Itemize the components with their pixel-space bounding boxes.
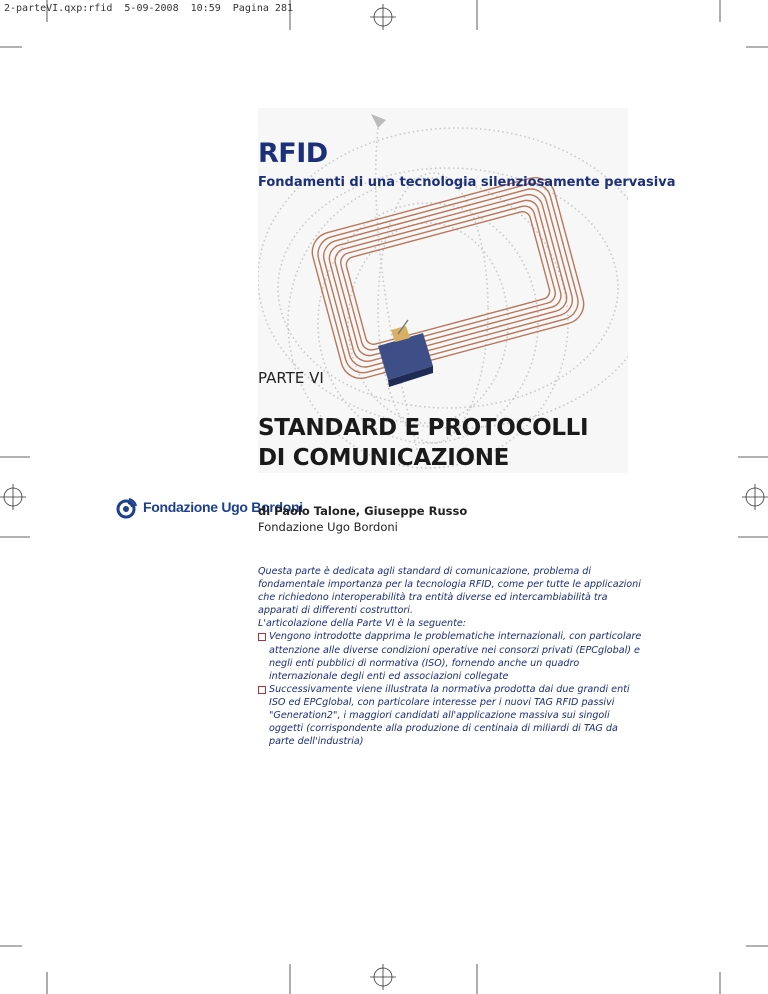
print-slug: 2-parteVI.qxp:rfid 5-09-2008 10:59 Pagina 281 bbox=[4, 3, 293, 14]
list-item-text: Vengono introdotte dapprima le problematiche internazionali, con particolare attenzione alle diverse condizioni operative nei consorzi privati (EPCglobal) e negli enti pubblici di normativa (ISO), fornendo anche un quadro internazionale degli enti ed associazioni collegate bbox=[269, 631, 642, 682]
list-item bbox=[258, 630, 643, 682]
checkbox-bullet-icon bbox=[258, 686, 266, 694]
heading-line-2: DI COMUNICAZIONE bbox=[258, 445, 510, 471]
abstract-intro: Questa parte è dedicata agli standard di comunicazione, problema di fondamentale importanza per la tecnologia RFID, come per tutte le applicazioni che richiedono interoperabilità tra entità diverse ed intercambiabilità tra apparati di differenti costruttori. bbox=[258, 566, 641, 617]
part-label: PARTE VI bbox=[258, 369, 324, 387]
abstract bbox=[258, 565, 643, 748]
affiliation: Fondazione Ugo Bordoni bbox=[258, 520, 398, 534]
authors: di Paolo Talone, Giuseppe Russo bbox=[258, 504, 468, 518]
checkbox-bullet-icon bbox=[258, 633, 266, 641]
list-item-text: Successivamente viene illustrata la normativa prodotta dai due grandi enti ISO ed EPCglobal, con particolare interesse per i nuovi TAG RFID passivi "Generation2", i maggiori candidati all'applicazione massiva sui singoli oggetti (corrispondente alla produzione di centinaia di miliardi di TAG da parte dell'industria) bbox=[269, 683, 630, 748]
page-title: RFID bbox=[258, 138, 328, 169]
list-item bbox=[258, 683, 643, 748]
abstract-lead: L'articolazione della Parte VI è la seguente: bbox=[258, 618, 467, 630]
heading-line-1: STANDARD E PROTOCOLLI bbox=[258, 415, 589, 441]
section-heading bbox=[258, 413, 588, 473]
signal-logo-icon bbox=[115, 495, 139, 519]
logo-text: Fondazione Ugo Bordoni bbox=[143, 499, 303, 515]
page-subtitle: Fondamenti di una tecnologia silenziosamente pervasiva bbox=[258, 175, 676, 190]
